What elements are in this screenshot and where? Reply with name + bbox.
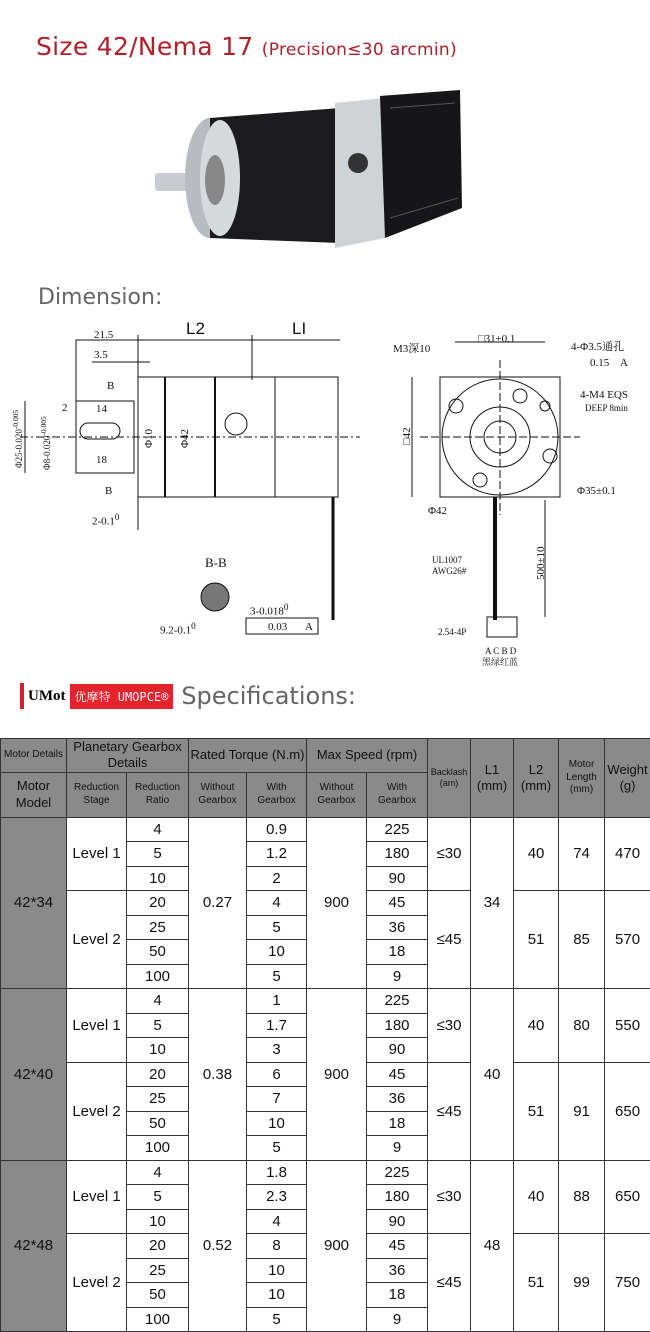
speed-with: 225 bbox=[367, 817, 428, 842]
torque-with: 5 bbox=[247, 1136, 307, 1161]
reduction-ratio: 5 bbox=[127, 842, 189, 867]
header-rated-torque: Rated Torque (N.m) bbox=[189, 739, 307, 773]
speed-with: 180 bbox=[367, 1185, 428, 1210]
dim-phi42-front: Φ42 bbox=[428, 506, 447, 517]
reduction-ratio: 50 bbox=[127, 940, 189, 965]
dim-phi35: Φ35±0.1 bbox=[577, 486, 616, 497]
reduction-ratio: 25 bbox=[127, 1258, 189, 1283]
backlash: ≤30 bbox=[428, 1160, 471, 1234]
motor-model: 42*40 bbox=[1, 989, 67, 1161]
table-row bbox=[1, 1160, 650, 1185]
dim-18: 18 bbox=[96, 455, 107, 466]
torque-with: 5 bbox=[247, 915, 307, 940]
torque-with: 3 bbox=[247, 1038, 307, 1063]
weight: 550 bbox=[605, 989, 650, 1063]
section-label: B-B bbox=[205, 556, 227, 569]
weight: 650 bbox=[605, 1062, 650, 1160]
backlash: ≤30 bbox=[428, 989, 471, 1063]
reduction-ratio: 100 bbox=[127, 1307, 189, 1332]
reduction-stage: Level 1 bbox=[67, 989, 127, 1063]
header-gearbox-details: Planetary Gearbox Details bbox=[67, 739, 189, 773]
weight: 470 bbox=[605, 817, 650, 891]
l1: 40 bbox=[471, 989, 514, 1161]
backlash: ≤30 bbox=[428, 817, 471, 891]
dim-deep: DEEP 8min bbox=[585, 404, 628, 413]
header-l2: L2 (mm) bbox=[514, 739, 559, 818]
reduction-ratio: 25 bbox=[127, 915, 189, 940]
motor-length: 74 bbox=[559, 817, 605, 891]
torque-with: 10 bbox=[247, 1283, 307, 1308]
torque-with: 2.3 bbox=[247, 1185, 307, 1210]
torque-with: 1.2 bbox=[247, 842, 307, 867]
l1: 34 bbox=[471, 817, 514, 989]
header-weight: Weight (g) bbox=[605, 739, 650, 818]
torque-with: 6 bbox=[247, 1062, 307, 1087]
speed-with: 9 bbox=[367, 1136, 428, 1161]
reduction-ratio: 5 bbox=[127, 1013, 189, 1038]
weight: 650 bbox=[605, 1160, 650, 1234]
header-motor-model: Motor Model bbox=[1, 772, 67, 817]
dim-phi8: $\Phi 8-0.020^{-0.005}$ bbox=[40, 416, 52, 470]
reduction-stage: Level 1 bbox=[67, 1160, 127, 1234]
specs-table bbox=[0, 738, 650, 1332]
reduction-ratio: 4 bbox=[127, 989, 189, 1014]
dim-3-tol: 3-0.018$^0$ bbox=[250, 603, 289, 618]
header-motor-details: Motor Details bbox=[1, 739, 67, 773]
motor-length: 91 bbox=[559, 1062, 605, 1160]
l2: 40 bbox=[514, 817, 559, 891]
speed-with: 180 bbox=[367, 842, 428, 867]
reduction-ratio: 50 bbox=[127, 1111, 189, 1136]
motor-length: 80 bbox=[559, 989, 605, 1063]
table-row bbox=[1, 817, 650, 842]
speed-with: 9 bbox=[367, 1307, 428, 1332]
dim-14: 14 bbox=[96, 404, 107, 415]
speed-with: 45 bbox=[367, 1234, 428, 1259]
backlash: ≤45 bbox=[428, 891, 471, 989]
dim-m3: M3深10 bbox=[393, 344, 430, 355]
l2: 51 bbox=[514, 1234, 559, 1332]
l2: 40 bbox=[514, 1160, 559, 1234]
reduction-ratio: 25 bbox=[127, 1087, 189, 1112]
dim-2: 2 bbox=[62, 403, 68, 414]
motor-photo bbox=[140, 78, 470, 268]
header-reduction-stage: Reduction Stage bbox=[67, 772, 127, 817]
specs-heading: Specifications: bbox=[181, 682, 356, 710]
torque-with: 5 bbox=[247, 964, 307, 989]
torque-with: 2 bbox=[247, 866, 307, 891]
backlash: ≤45 bbox=[428, 1062, 471, 1160]
speed-with: 18 bbox=[367, 1283, 428, 1308]
reduction-stage: Level 1 bbox=[67, 817, 127, 891]
torque-with: 7 bbox=[247, 1087, 307, 1112]
speed-with: 45 bbox=[367, 891, 428, 916]
speed-without: 900 bbox=[307, 817, 367, 989]
header-torque-with: With Gearbox bbox=[247, 772, 307, 817]
speed-with: 9 bbox=[367, 964, 428, 989]
l1: 48 bbox=[471, 1160, 514, 1332]
table-row bbox=[1, 989, 650, 1014]
l2: 40 bbox=[514, 989, 559, 1063]
torque-without: 0.27 bbox=[189, 817, 247, 989]
connector-pins: A C B D bbox=[485, 647, 516, 656]
header-motor-length: Motor Length (mm) bbox=[559, 739, 605, 818]
reduction-ratio: 20 bbox=[127, 1234, 189, 1259]
brand-logo: UMot 优摩特 UMOPCE® Specifications: bbox=[20, 683, 356, 709]
torque-with: 1.8 bbox=[247, 1160, 307, 1185]
reduction-stage: Level 2 bbox=[67, 1234, 127, 1332]
torque-with: 4 bbox=[247, 891, 307, 916]
reduction-stage: Level 2 bbox=[67, 1062, 127, 1160]
reduction-ratio: 10 bbox=[127, 866, 189, 891]
torque-with: 10 bbox=[247, 940, 307, 965]
motor-model: 42*34 bbox=[1, 817, 67, 989]
speed-with: 45 bbox=[367, 1062, 428, 1087]
speed-with: 18 bbox=[367, 1111, 428, 1136]
motor-model: 42*48 bbox=[1, 1160, 67, 1332]
header-backlash: Backlash (am) bbox=[428, 739, 471, 818]
title-main: Size 42/Nema 17 bbox=[36, 32, 254, 61]
header-l1: L1 (mm) bbox=[471, 739, 514, 818]
wire-colors: 黑绿红蓝 bbox=[482, 658, 518, 667]
weight: 750 bbox=[605, 1234, 650, 1332]
torque-without: 0.38 bbox=[189, 989, 247, 1161]
dim-phi10: Φ10 bbox=[144, 429, 155, 448]
dim-holes: 4-Φ3.5通孔 bbox=[571, 342, 624, 353]
speed-with: 90 bbox=[367, 1209, 428, 1234]
reduction-ratio: 5 bbox=[127, 1185, 189, 1210]
header-reduction-ratio: Reduction Ratio bbox=[127, 772, 189, 817]
dim-9-2: $9.2-0.1^0$ bbox=[160, 622, 196, 637]
weight: 570 bbox=[605, 891, 650, 989]
dim-phi42: Φ42 bbox=[180, 429, 191, 448]
reduction-ratio: 20 bbox=[127, 891, 189, 916]
speed-without: 900 bbox=[307, 1160, 367, 1332]
dim-lead-length: 500±10 bbox=[536, 546, 547, 580]
position-tolerance: 0.15 bbox=[590, 358, 609, 369]
l2: 51 bbox=[514, 1062, 559, 1160]
symmetry-datum: A bbox=[305, 622, 313, 633]
section-mark-top: B bbox=[107, 381, 114, 392]
section-mark-bottom: B bbox=[105, 486, 112, 497]
speed-with: 36 bbox=[367, 1087, 428, 1112]
dim-sq31: □31±0.1 bbox=[478, 334, 515, 345]
dim-l1: LI bbox=[292, 320, 306, 337]
speed-with: 18 bbox=[367, 940, 428, 965]
reduction-ratio: 50 bbox=[127, 1283, 189, 1308]
speed-with: 90 bbox=[367, 866, 428, 891]
dim-phi25: $\Phi 25-0.020^{-0.005}$ bbox=[12, 410, 24, 468]
connector-type: 2.54-4P bbox=[438, 628, 466, 637]
motor-length: 85 bbox=[559, 891, 605, 989]
torque-with: 10 bbox=[247, 1258, 307, 1283]
torque-with: 10 bbox=[247, 1111, 307, 1136]
title-sub: (Precision≤30 arcmin) bbox=[262, 40, 457, 60]
l2: 51 bbox=[514, 891, 559, 989]
reduction-ratio: 20 bbox=[127, 1062, 189, 1087]
dim-3-5: 3.5 bbox=[94, 350, 108, 361]
page-title bbox=[36, 32, 457, 61]
torque-with: 1 bbox=[247, 989, 307, 1014]
dimension-drawing bbox=[0, 320, 650, 670]
speed-with: 180 bbox=[367, 1013, 428, 1038]
wire-type: UL1007 bbox=[432, 556, 462, 565]
torque-with: 0.9 bbox=[247, 817, 307, 842]
reduction-ratio: 4 bbox=[127, 817, 189, 842]
motor-length: 99 bbox=[559, 1234, 605, 1332]
reduction-ratio: 100 bbox=[127, 964, 189, 989]
header-torque-without: Without Gearbox bbox=[189, 772, 247, 817]
reduction-ratio: 100 bbox=[127, 1136, 189, 1161]
reduction-ratio: 10 bbox=[127, 1209, 189, 1234]
speed-with: 225 bbox=[367, 1160, 428, 1185]
symmetry-tolerance: 0.03 bbox=[268, 622, 287, 633]
header-speed-with: With Gearbox bbox=[367, 772, 428, 817]
speed-with: 225 bbox=[367, 989, 428, 1014]
dim-sq42: □42 bbox=[402, 427, 413, 445]
reduction-stage: Level 2 bbox=[67, 891, 127, 989]
torque-with: 5 bbox=[247, 1307, 307, 1332]
dim-2-tol: $2-0.1^0$ bbox=[92, 513, 120, 528]
wire-gauge: AWG26# bbox=[432, 567, 466, 576]
speed-without: 900 bbox=[307, 989, 367, 1161]
reduction-ratio: 4 bbox=[127, 1160, 189, 1185]
header-max-speed: Max Speed (rpm) bbox=[307, 739, 428, 773]
torque-with: 4 bbox=[247, 1209, 307, 1234]
motor-length: 88 bbox=[559, 1160, 605, 1234]
torque-with: 1.7 bbox=[247, 1013, 307, 1038]
position-datum: A bbox=[620, 358, 628, 369]
dim-l2: L2 bbox=[186, 320, 205, 337]
speed-with: 36 bbox=[367, 915, 428, 940]
reduction-ratio: 10 bbox=[127, 1038, 189, 1063]
header-speed-without: Without Gearbox bbox=[307, 772, 367, 817]
dimension-heading: Dimension: bbox=[38, 285, 162, 310]
backlash: ≤45 bbox=[428, 1234, 471, 1332]
dim-m4: 4-M4 EQS bbox=[580, 390, 628, 401]
dim-21-5: 21.5 bbox=[94, 330, 113, 341]
torque-without: 0.52 bbox=[189, 1160, 247, 1332]
torque-with: 8 bbox=[247, 1234, 307, 1259]
speed-with: 90 bbox=[367, 1038, 428, 1063]
speed-with: 36 bbox=[367, 1258, 428, 1283]
